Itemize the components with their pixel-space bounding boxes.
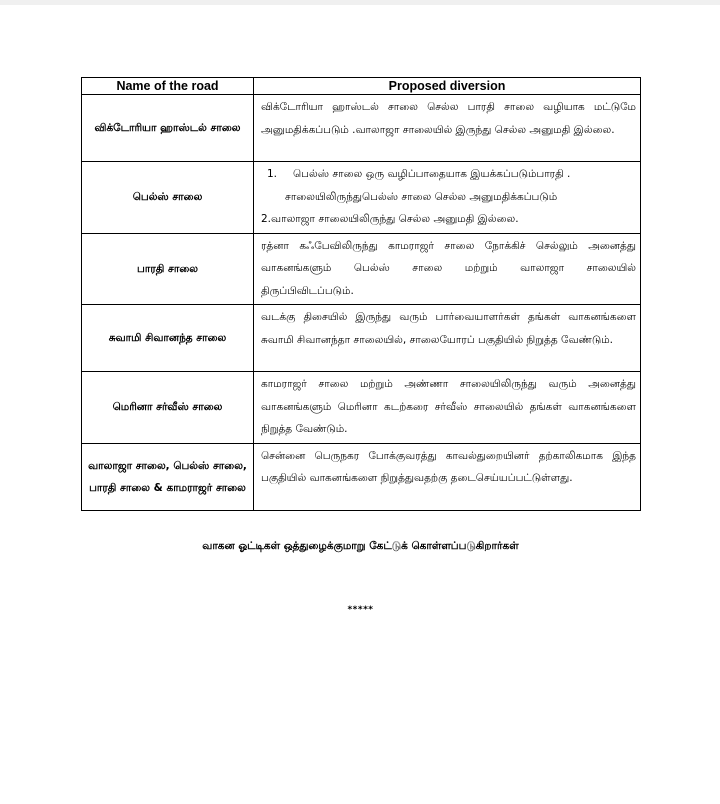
header-proposed-diversion: Proposed diversion [254, 78, 641, 95]
driver-cooperation-appeal: வாகன ஓட்டிகள் ஒத்துழைக்குமாறு கேட்டுக் கொள்ளப்படுகிறார்கள் [202, 540, 519, 552]
table-row [82, 305, 641, 372]
list-item-text: பெல்ஸ் சாலை ஒரு வழிப்பாதையாக இயக்கப்படும்பாரதி . [293, 168, 571, 180]
list-item-continuation: சாலையிலிருந்துபெல்ஸ் சாலை செல்ல அனுமதிக்கப்படும் [285, 190, 558, 203]
diversion-cell: ரத்னா கஃபேவிலிருந்து காமராஜர் சாலை நோக்கிச் செல்லும் அனைத்து வாகனங்களும் பெல்ஸ் சாலை மற்றும் வாலாஜா சாலையில் திருப்பிவிடப்படும். [254, 233, 641, 305]
table-row [82, 95, 641, 162]
diversion-list-item [261, 208, 636, 231]
table-row [82, 233, 641, 305]
document-page [0, 5, 720, 804]
table-row [82, 372, 641, 444]
table-row [82, 162, 641, 234]
list-item-text: வாலாஜா சாலையிலிருந்து செல்ல அனுமதி இல்லை. [271, 213, 519, 225]
list-item-number: 1. [267, 168, 278, 180]
road-name-cell: பெல்ஸ் சாலை [82, 162, 254, 234]
road-name-cell: சுவாமி சிவானந்த சாலை [82, 305, 254, 372]
header-road-name: Name of the road [82, 78, 254, 95]
table-header-row [82, 78, 641, 95]
diversion-list-item [261, 163, 636, 186]
road-diversion-table [81, 77, 641, 511]
table-row [82, 443, 641, 510]
diversion-cell: வடக்கு திசையில் இருந்து வரும் பார்வையாளர்கள் தங்கள் வாகனங்களை சுவாமி சிவானந்தா சாலையில், சாலையோரப் பகுதியில் நிறுத்த வேண்டும். [254, 305, 641, 372]
diversion-cell: சென்னை பெருநகர போக்குவரத்து காவல்துறையினர் தற்காலிகமாக இந்த பகுதியில் வாகனங்களை நிறுத்துவதற்கு தடைசெய்யப்பட்டுள்ளது. [254, 443, 641, 510]
road-name-cell: மெரினா சர்வீஸ் சாலை [82, 372, 254, 444]
list-item-number: 2. [261, 213, 272, 225]
road-name-cell: விக்டோரியா ஹாஸ்டல் சாலை [82, 95, 254, 162]
diversion-cell [254, 162, 641, 234]
diversion-cell: காமராஜர் சாலை மற்றும் அண்ணா சாலையிலிருந்து வரும் அனைத்து வாகனங்களும் மெரினா கடற்கரை சர்வீஸ் சாலையில் தங்கள் வாகனங்களை நிறுத்த வேண்டும். [254, 372, 641, 444]
road-name-cell: பாரதி சாலை [82, 233, 254, 305]
diversion-cell: விக்டோரியா ஹாஸ்டல் சாலை செல்ல பாரதி சாலை வழியாக மட்டுமே அனுமதிக்கப்படும் .வாலாஜா சாலையில் இருந்து செல்ல அனுமதி இல்லை. [254, 95, 641, 162]
road-name-cell: வாலாஜா சாலை, பெல்ஸ் சாலை, பாரதி சாலை & காமராஜர் சாலை [82, 443, 254, 510]
end-of-notice-mark: ***** [347, 605, 374, 615]
